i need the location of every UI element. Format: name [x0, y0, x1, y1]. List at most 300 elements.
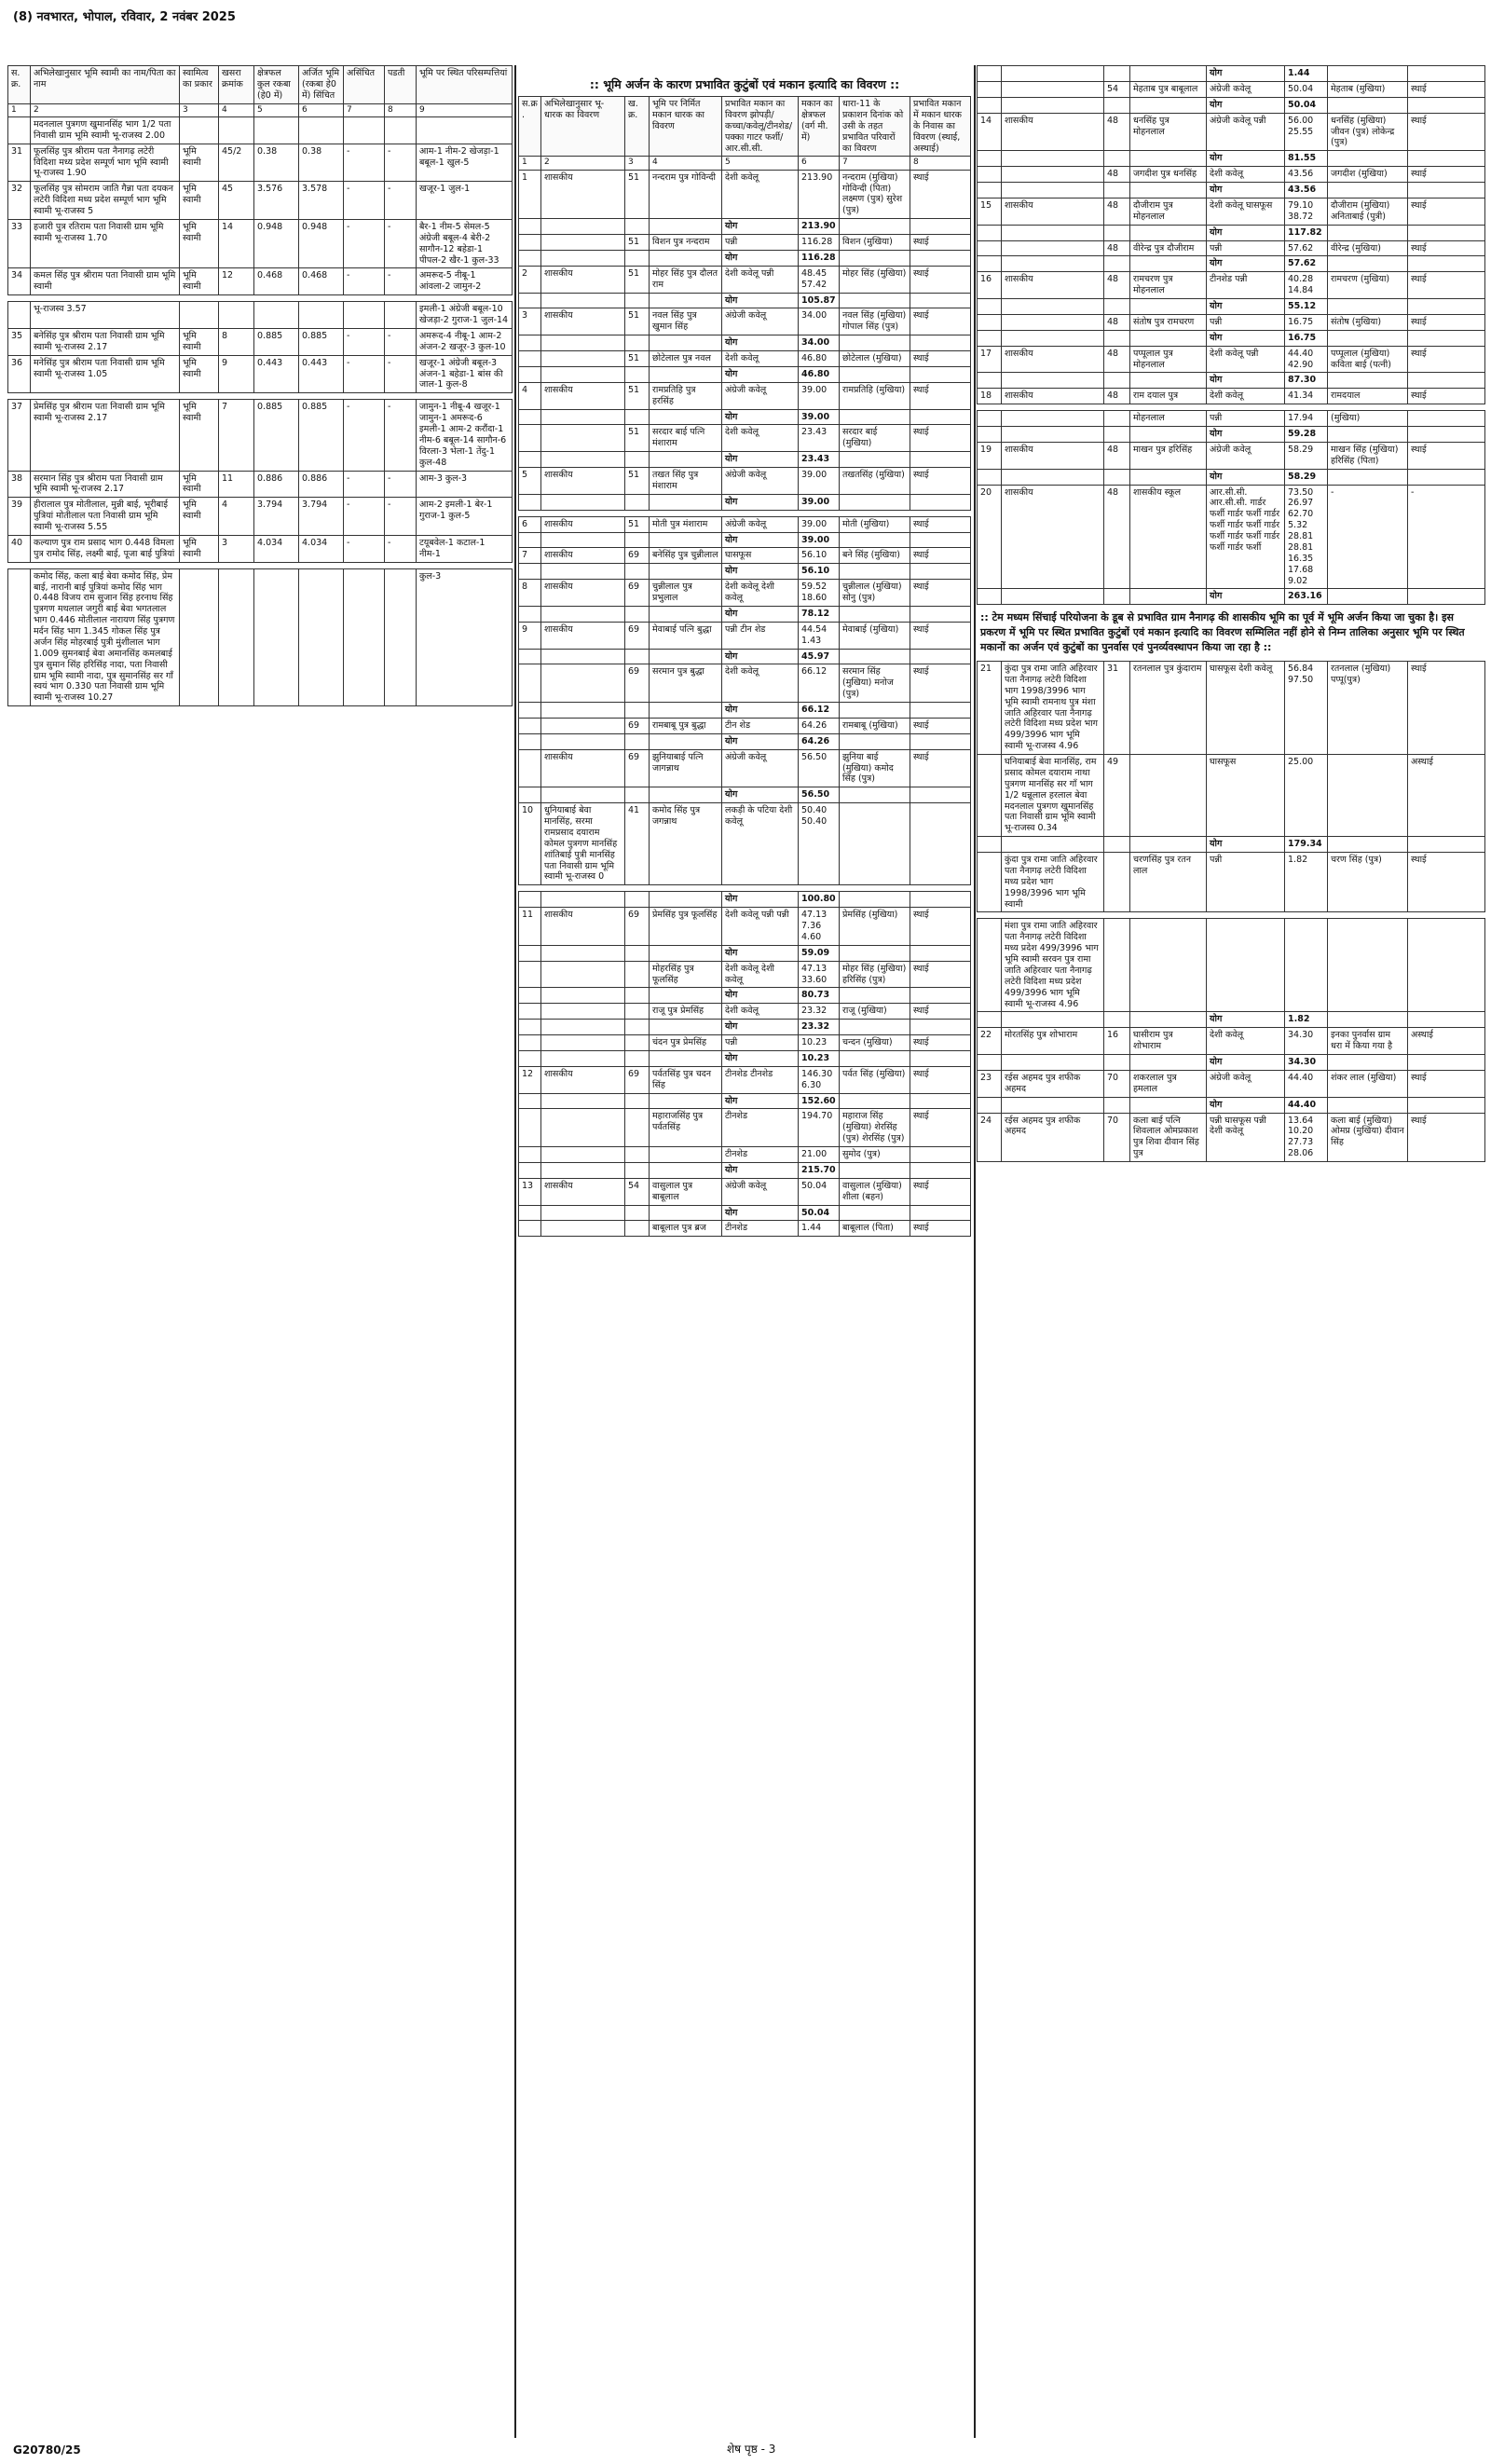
table-cell: जामुन-1 नीबू-4 खजूर-1 जामुन-1 अमरूद-6 इमली-1 आम-2 करौंदा-1 नीम-6 बबूल-14 सागौन-6 विरला-3 भेला-1 तेंदु-1 कुल-48	[417, 400, 513, 471]
table-cell: -	[344, 471, 385, 498]
table-cell	[541, 409, 625, 425]
table-cell: 22	[978, 1028, 1002, 1055]
table-row	[978, 314, 1485, 330]
affected-houses-table	[518, 96, 971, 511]
table-cell: 16	[1104, 1028, 1130, 1055]
table-cell	[519, 1205, 541, 1221]
table-cell: स्थाई	[910, 749, 971, 787]
table-cell: 9	[519, 622, 541, 649]
table-cell: 59.28	[1285, 427, 1328, 443]
land-owners-table	[7, 65, 513, 295]
table-cell: विशन पुत्र नन्दराम	[650, 235, 722, 251]
table-cell	[840, 787, 910, 803]
table-row	[8, 219, 513, 268]
table-cell	[519, 649, 541, 664]
table-cell	[1104, 66, 1130, 82]
table-cell: 100.80	[799, 892, 840, 908]
table-cell: आर.सी.सी. आर.सी.सी. गार्डर फर्शी गार्डर फर्शी गार्डर फर्शी गार्डर फर्शी गार्डर फर्शी गार्डर फर्शी गार्डर फर्शी गार्डर फर्शी	[1207, 485, 1285, 589]
column-header: प्रभावित मकान का विवरण झोपड़ी/कच्चा/कवेलू/टीनशेड/पक्का गाटर फर्शी/आर.सी.सी.	[722, 97, 799, 157]
table-cell: रामप्रतिहि पुत्र हरसिंह	[650, 382, 722, 409]
table-cell: रामबाबू (मुखिया)	[840, 718, 910, 733]
table-cell: योग	[722, 892, 799, 908]
table-cell	[1408, 411, 1485, 427]
table-cell	[1002, 256, 1104, 272]
table-cell: महाराजसिंह पुत्र पर्वतसिंह	[650, 1109, 722, 1147]
table-cell: 4	[219, 498, 254, 536]
table-cell	[519, 1020, 541, 1035]
table-cell: चन्दन (मुखिया)	[840, 1035, 910, 1051]
table-cell: योग	[722, 1162, 799, 1178]
table-cell	[625, 649, 650, 664]
column-header: अभिलेखानुसार भू-धारक का विवरण	[541, 97, 625, 157]
table-cell	[541, 649, 625, 664]
table-cell: घनियाबाई बेवा मानसिंह, राम प्रसाद कोमल दयाराम नाथा पुत्रगण मानसिंह सर गाँ भाग 1/2 धन्नूलाल हरलाल बेवा मदनलाल पुत्रगण खुमानसिंह पता निवासी ग्राम भूमि स्वामी भू-राजस्व 0.34	[1002, 755, 1104, 837]
table-cell: मोहर सिंह पुत्र दौलत राम	[650, 266, 722, 293]
table-cell	[519, 1147, 541, 1163]
table-cell: फूलसिंह पुत्र सोमराम जाति गैन्ना पता दयकन लटेरी विदिशा मध्य प्रदेश सम्पूर्ण भाग भूमि स्वामी भू-राजस्व 5	[31, 182, 180, 220]
table-cell	[625, 250, 650, 266]
table-cell	[1408, 225, 1485, 240]
table-cell: योग	[722, 1020, 799, 1035]
table-cell	[1328, 97, 1408, 113]
table-cell: संतोष पुत्र रामचरण	[1130, 314, 1207, 330]
table-cell: 0.886	[299, 471, 344, 498]
table-cell: 48	[1104, 198, 1130, 225]
table-cell	[1104, 427, 1130, 443]
table-cell: इमली-1 अंग्रेजी बबूल-10 खेजड़ा-2 गुराज-1 जुल-14	[417, 302, 513, 329]
table-cell	[1104, 589, 1130, 605]
table-cell	[1328, 1055, 1408, 1071]
table-cell	[519, 1162, 541, 1178]
table-cell: 8	[219, 328, 254, 355]
table-cell: कल्याण पुत्र राम प्रसाद भाग 0.448 विमला पुत्र रामोद सिंह, लक्ष्मी बाई, पूजा बाई पुत्रियां	[31, 535, 180, 562]
table-cell: 39.00	[799, 516, 840, 532]
table-cell	[385, 116, 417, 144]
table-cell: शासकीय	[541, 908, 625, 946]
table-cell: 69	[625, 908, 650, 946]
table-cell: 37	[8, 400, 31, 471]
table-cell: 3.576	[254, 182, 299, 220]
continued-note: शेष पृष्ठ - 3	[727, 2443, 776, 2456]
table-cell	[625, 366, 650, 382]
table-cell: 23	[978, 1070, 1002, 1097]
table-cell: टीनशेड	[722, 1221, 799, 1237]
table-row	[8, 471, 513, 498]
column-number: 7	[344, 103, 385, 116]
table-cell	[910, 988, 971, 1004]
table-cell: 48	[1104, 113, 1130, 151]
table-cell: 59.52 18.60	[799, 580, 840, 607]
table-cell	[1130, 225, 1207, 240]
table-cell: देशी कवेलू पन्नी	[722, 266, 799, 293]
table-cell: 79.10 38.72	[1285, 198, 1328, 225]
table-cell	[1002, 225, 1104, 240]
table-cell	[1408, 589, 1485, 605]
table-row	[519, 293, 971, 308]
table-cell	[541, 1004, 625, 1020]
table-cell: लकड़ी के पटिया देशी कवेलू	[722, 803, 799, 885]
table-cell	[519, 250, 541, 266]
table-cell: 39	[8, 498, 31, 536]
table-cell	[541, 1221, 625, 1237]
table-cell: पप्पूलाल पुत्र मोहनलाल	[1130, 346, 1207, 373]
table-cell: 13.64 10.20 27.73 28.06	[1285, 1113, 1328, 1162]
table-cell: मोहर सिंह (मुखिया) हरिसिंह (पुत्र)	[840, 961, 910, 988]
table-cell	[1130, 330, 1207, 346]
table-cell	[1130, 66, 1207, 82]
table-cell: 59.09	[799, 945, 840, 961]
table-cell: मंशा पुत्र रामा जाति अहिरवार पता नैनागढ़ लटेरी विदिशा मध्य प्रदेश 499/3996 भाग भूमि स्वामी सरवन पुत्र रामा जाति अहिरवार पता नैनागढ़ लटेरी विदिशा मध्य प्रदेश 499/3996 भाग भूमि स्वामी भू-राजस्व 4.96	[1002, 919, 1104, 1012]
table-row	[978, 427, 1485, 443]
table-cell: 31	[1104, 662, 1130, 755]
table-cell: 66.12	[799, 703, 840, 719]
table-cell	[1002, 299, 1104, 315]
table-cell: 34.30	[1285, 1055, 1328, 1071]
table-cell	[650, 649, 722, 664]
table-cell	[519, 718, 541, 733]
table-cell: 54	[625, 1178, 650, 1205]
table-cell	[840, 892, 910, 908]
table-cell: सरमान सिंह पुत्र श्रीराम पता निवासी ग्राम भूमि स्वामी भू-राजस्व 2.17	[31, 471, 180, 498]
table-cell: शासकीय	[541, 580, 625, 607]
table-cell: 48	[1104, 167, 1130, 183]
table-cell: स्थाई	[1408, 272, 1485, 299]
table-cell: 194.70	[799, 1109, 840, 1147]
table-cell	[8, 116, 31, 144]
table-row	[978, 183, 1485, 198]
table-cell: योग	[1207, 183, 1285, 198]
table-cell: योग	[722, 250, 799, 266]
table-cell: कुंदा पुत्र रामा जाति अहिरवार पता नैनागढ़ लटेरी विदिशा भाग 1998/3996 भाग भूमि स्वामी रामनाथ पुत्र मंशा जाति अहिरवार पता नैनागढ़ लटेरी विदिशा मध्य प्रदेश भाग 499/3996 भाग भूमि स्वामी भू-राजस्व 4.96	[1002, 662, 1104, 755]
table-cell: स्थाई	[910, 580, 971, 607]
table-cell: 58.29	[1285, 442, 1328, 469]
table-cell: -	[344, 400, 385, 471]
table-cell: स्थाई	[1408, 662, 1485, 755]
column-header: ख. क्र.	[625, 97, 650, 157]
table-cell: स्थाई	[1408, 314, 1485, 330]
table-cell: आम-2 इमली-1 बेर-1 गुराज-1 कुल-5	[417, 498, 513, 536]
table-cell: पन्नी घासफूस पन्नी देशी कवेलू	[1207, 1113, 1285, 1162]
table-cell: योग	[722, 219, 799, 235]
table-cell	[519, 366, 541, 382]
table-cell	[840, 564, 910, 580]
table-cell: 3.794	[299, 498, 344, 536]
table-cell: 34.00	[799, 335, 840, 351]
table-cell	[625, 335, 650, 351]
table-cell: 50.04	[1285, 81, 1328, 97]
table-cell: योग	[722, 606, 799, 622]
table-cell: भू-राजस्व 3.57	[31, 302, 180, 329]
affected-houses-column	[518, 76, 971, 2438]
table-cell	[519, 892, 541, 908]
table-row	[978, 853, 1485, 912]
table-row	[8, 302, 513, 329]
table-cell: देशी कवेलू देशी कवेलू	[722, 580, 799, 607]
table-cell: स्थाई	[910, 308, 971, 335]
table-row	[519, 409, 971, 425]
table-cell: 0.948	[299, 219, 344, 268]
table-row	[519, 803, 971, 885]
table-cell	[1408, 373, 1485, 389]
column-divider	[974, 65, 976, 2438]
table-cell	[1104, 373, 1130, 389]
table-cell: योग	[722, 335, 799, 351]
table-cell	[1002, 183, 1104, 198]
table-row	[519, 1004, 971, 1020]
table-cell: 69	[625, 622, 650, 649]
column-number: 8	[385, 103, 417, 116]
table-row	[8, 328, 513, 355]
table-cell	[625, 1035, 650, 1051]
affected-houses-table-cont-3	[977, 661, 1485, 912]
table-cell: चुन्नीलाल (मुखिया) सोनु (पुत्र)	[840, 580, 910, 607]
table-cell	[910, 564, 971, 580]
table-cell	[541, 1109, 625, 1147]
table-cell	[519, 1050, 541, 1066]
table-cell: 215.70	[799, 1162, 840, 1178]
table-cell: योग	[1207, 151, 1285, 167]
table-cell: पप्पूलाल (मुखिया) कविता बाई (पत्नी)	[1328, 346, 1408, 373]
table-cell	[344, 116, 385, 144]
table-cell: 50.04	[1285, 97, 1328, 113]
column-header: पडती	[385, 66, 417, 104]
table-cell: स्थाई	[910, 1221, 971, 1237]
table-cell: योग	[722, 733, 799, 749]
table-cell	[978, 167, 1002, 183]
table-cell: घासफूस	[722, 548, 799, 564]
table-cell: 213.90	[799, 170, 840, 219]
table-cell: आम-3 कुल-3	[417, 471, 513, 498]
table-cell: टीन शेड	[722, 718, 799, 733]
table-cell: इनका पुनर्वास ग्राम धरा में किया गया है	[1328, 1028, 1408, 1055]
table-cell: 69	[625, 580, 650, 607]
table-cell: 1.44	[1285, 66, 1328, 82]
table-cell	[1104, 1012, 1130, 1028]
table-cell	[625, 532, 650, 548]
table-row	[519, 703, 971, 719]
table-row	[978, 837, 1485, 853]
table-row	[519, 945, 971, 961]
table-cell	[519, 749, 541, 787]
table-cell: शंकर लाल (मुखिया)	[1328, 1070, 1408, 1097]
table-cell: धनसिंह (मुखिया) जीवन (पुत्र) लोकेन्द्र (पुत्र)	[1328, 113, 1408, 151]
table-cell: स्थाई	[1408, 442, 1485, 469]
table-cell	[910, 787, 971, 803]
table-cell: योग	[722, 988, 799, 1004]
table-cell	[910, 1093, 971, 1109]
table-cell	[1328, 256, 1408, 272]
table-cell: दौजीराम (मुखिया) अनिताबाई (पुत्री)	[1328, 198, 1408, 225]
table-cell: 33	[8, 219, 31, 268]
affected-houses-table-2	[518, 516, 971, 886]
table-row	[519, 494, 971, 510]
table-cell	[840, 532, 910, 548]
table-cell	[299, 302, 344, 329]
column-header: स. क्र.	[8, 66, 31, 104]
table-cell: -	[385, 471, 417, 498]
table-row	[8, 268, 513, 295]
table-row	[978, 411, 1485, 427]
table-cell	[519, 425, 541, 452]
table-cell: स्थाई	[1408, 1070, 1485, 1097]
table-cell: नवल सिंह (मुखिया) गोपाल सिंह (पुत्र)	[840, 308, 910, 335]
table-cell: 10.23	[799, 1050, 840, 1066]
table-cell	[910, 1147, 971, 1163]
table-cell	[541, 787, 625, 803]
table-cell: 69	[625, 718, 650, 733]
affected-houses-continued-column	[977, 65, 1485, 2438]
table-cell: 3.578	[299, 182, 344, 220]
table-cell: 69	[625, 1066, 650, 1093]
table-cell	[541, 1050, 625, 1066]
table-row	[519, 1020, 971, 1035]
section-title: :: भूमि अर्जन के कारण प्रभावित कुटुंबों एवं मकान इत्यादि का विवरण ::	[589, 77, 900, 91]
table-cell	[840, 452, 910, 468]
table-cell: 0.885	[299, 400, 344, 471]
table-cell	[840, 494, 910, 510]
table-row	[519, 892, 971, 908]
table-cell: बनेसिंह पुत्र चुन्नीलाल	[650, 548, 722, 564]
column-number: 6	[299, 103, 344, 116]
table-cell: 45.97	[799, 649, 840, 664]
table-cell	[541, 532, 625, 548]
table-cell: 0.443	[254, 355, 299, 393]
table-cell: मोहनलाल	[1130, 411, 1207, 427]
table-cell	[625, 892, 650, 908]
table-cell	[1130, 1055, 1207, 1071]
table-cell: प्रेमसिंह पुत्र फूलसिंह	[650, 908, 722, 946]
table-row	[8, 355, 513, 393]
table-cell: मेहताब (मुखिया)	[1328, 81, 1408, 97]
table-cell	[625, 606, 650, 622]
table-cell	[978, 853, 1002, 912]
table-cell: मेवाबाई (मुखिया)	[840, 622, 910, 649]
table-row	[519, 1178, 971, 1205]
table-cell: भूमि स्वामी	[180, 535, 219, 562]
table-row	[8, 568, 513, 706]
table-cell: 19	[978, 442, 1002, 469]
table-cell	[299, 568, 344, 706]
table-cell: 116.28	[799, 250, 840, 266]
table-row	[978, 1055, 1485, 1071]
table-cell	[1002, 240, 1104, 256]
table-cell	[541, 366, 625, 382]
column-number: 1	[8, 103, 31, 116]
table-row	[519, 335, 971, 351]
table-cell	[1328, 183, 1408, 198]
table-cell	[650, 892, 722, 908]
table-cell: 10	[519, 803, 541, 885]
table-cell	[541, 425, 625, 452]
table-cell: देशी कवेलू पन्नी पन्नी	[722, 908, 799, 946]
column-number: 1	[519, 157, 541, 170]
table-cell: 3.794	[254, 498, 299, 536]
table-cell: देशी कवेलू	[1207, 167, 1285, 183]
table-cell: 17.94	[1285, 411, 1328, 427]
table-cell: 57.62	[1285, 240, 1328, 256]
affected-houses-table-3	[518, 891, 971, 1237]
table-cell: 56.10	[799, 548, 840, 564]
table-cell: स्थाई	[910, 718, 971, 733]
table-cell: 4.034	[254, 535, 299, 562]
table-cell	[1328, 1097, 1408, 1113]
table-cell	[1408, 183, 1485, 198]
table-cell: माखन सिंह (मुखिया) हरिसिंह (पिता)	[1328, 442, 1408, 469]
table-cell	[978, 151, 1002, 167]
table-cell	[625, 733, 650, 749]
table-cell: देशी कवेलू	[722, 425, 799, 452]
table-cell	[910, 1162, 971, 1178]
table-cell	[1328, 919, 1408, 1012]
table-cell	[1002, 837, 1104, 853]
table-cell: भूमि स्वामी	[180, 498, 219, 536]
table-cell: योग	[1207, 427, 1285, 443]
table-cell	[1328, 469, 1408, 485]
table-cell: 51	[625, 516, 650, 532]
table-cell	[541, 1147, 625, 1163]
table-cell: बैर-1 नीम-5 सेमल-5 अंग्रेजी बबूल-4 बेरी-2 सागौन-12 बहेडा-1 पीपल-2 खैर-1 कुल-33	[417, 219, 513, 268]
table-cell	[1104, 1097, 1130, 1113]
table-cell	[1130, 373, 1207, 389]
table-cell: 39.00	[799, 468, 840, 495]
table-cell: देशी कवेलू	[1207, 389, 1285, 404]
table-cell: योग	[722, 532, 799, 548]
table-cell	[910, 892, 971, 908]
table-cell: शासकीय	[541, 266, 625, 293]
table-row	[519, 564, 971, 580]
table-cell: सरमान पुत्र बुद्धा	[650, 664, 722, 703]
table-cell	[978, 469, 1002, 485]
table-cell: भूमि स्वामी	[180, 328, 219, 355]
table-cell	[1002, 373, 1104, 389]
table-cell	[541, 664, 625, 703]
table-cell	[910, 532, 971, 548]
table-cell: 16.75	[1285, 330, 1328, 346]
table-cell	[910, 452, 971, 468]
table-cell	[1130, 837, 1207, 853]
table-cell: जगदीश (मुखिया)	[1328, 167, 1408, 183]
table-cell	[541, 703, 625, 719]
table-cell: हीरालाल पुत्र मोतीलाल, मुन्नी बाई, भूरीबाई पुत्रियां मोतीलाल पता निवासी ग्राम भूमि स्वामी भू-राजस्व 5.55	[31, 498, 180, 536]
table-cell: 46.80	[799, 351, 840, 367]
table-cell: योग	[722, 1205, 799, 1221]
table-cell	[840, 366, 910, 382]
table-cell: अस्थाई	[1408, 1028, 1485, 1055]
table-cell: 14	[219, 219, 254, 268]
table-cell	[910, 1050, 971, 1066]
table-cell	[1328, 299, 1408, 315]
table-cell: 48	[1104, 346, 1130, 373]
table-cell	[1328, 837, 1408, 853]
table-cell	[1328, 373, 1408, 389]
table-row	[519, 250, 971, 266]
table-cell: बने सिंह (मुखिया)	[840, 548, 910, 564]
table-cell: योग	[722, 1050, 799, 1066]
column-number: 9	[417, 103, 513, 116]
table-cell: 48.45 57.42	[799, 266, 840, 293]
table-cell: 51	[625, 308, 650, 335]
table-row	[519, 718, 971, 733]
table-cell: मदनलाल पुत्रगण खुमानसिंह भाग 1/2 पता निवासी ग्राम भूमि स्वामी भू-राजस्व 2.00	[31, 116, 180, 144]
column-header: भूमि पर निर्मित मकान धारक का विवरण	[650, 97, 722, 157]
table-cell: अंग्रेजी कवेलू	[722, 749, 799, 787]
column-header: अभिलेखानुसार भूमि स्वामी का नाम/पिता का नाम	[31, 66, 180, 104]
table-cell	[541, 494, 625, 510]
table-cell: 47.13 7.36 4.60	[799, 908, 840, 946]
table-cell	[8, 302, 31, 329]
table-cell	[219, 568, 254, 706]
table-cell	[840, 1093, 910, 1109]
